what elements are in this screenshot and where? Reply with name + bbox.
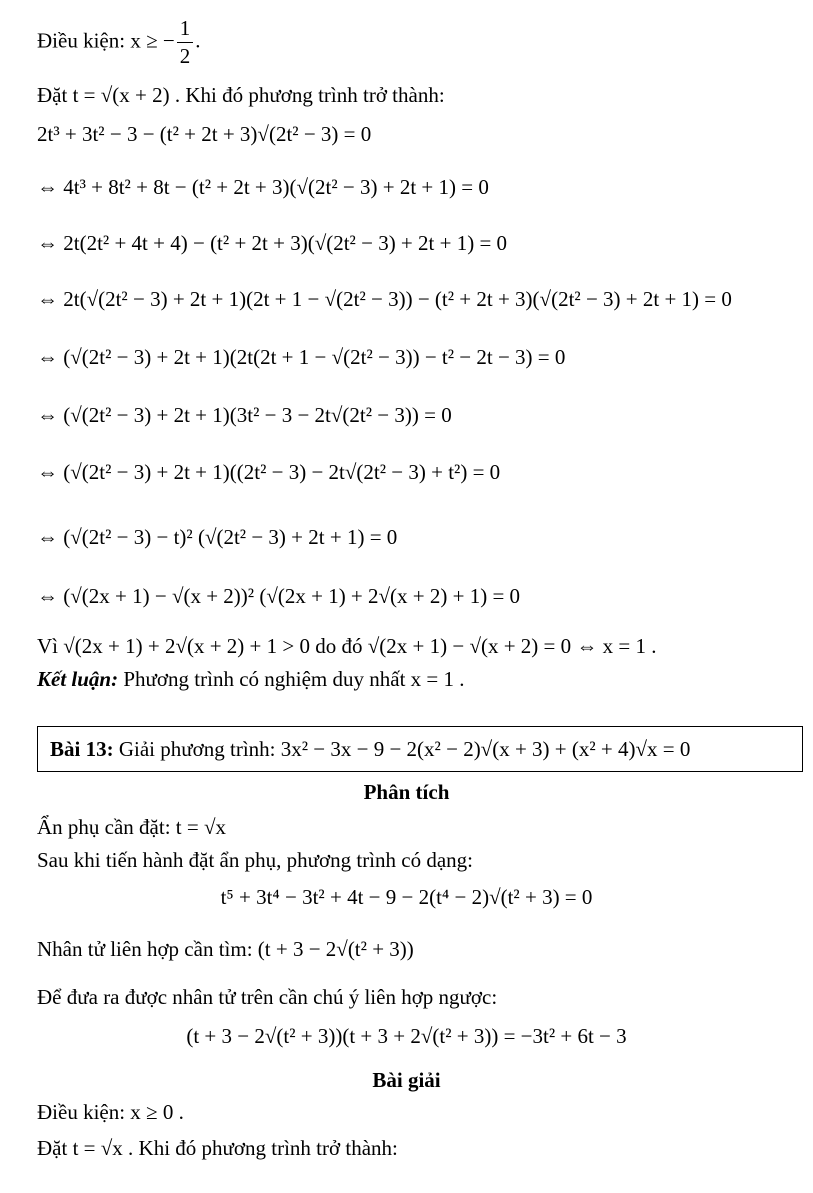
conclusion-text: Phương trình có nghiệm duy nhất x = 1 .	[118, 667, 465, 691]
analysis-equation-1: t⁵ + 3t⁴ − 3t² + 4t − 9 − 2(t⁴ − 2)√(t² + 3) = 0	[220, 885, 593, 909]
substitution-line: Đặt t = √(x + 2) . Khi đó phương trình trở thành:	[37, 83, 445, 107]
equation-line-3: ⇔ 2t(2t² + 4t + 4) − (t² + 2t + 3)(√(2t² − 3) + 2t + 1) = 0	[37, 231, 508, 255]
equation-line-7: ⇔ (√(2t² − 3) + 2t + 1)((2t² − 3) − 2t√(2t² − 3) + t²) = 0	[37, 460, 501, 484]
problem-text: Giải phương trình: 3x² − 3x − 9 − 2(x² − 2)√(x + 3) + (x² + 4)√x = 0	[113, 737, 691, 761]
condition-label: Điều kiện:	[37, 28, 126, 53]
analysis-line-2: Sau khi tiến hành đặt ẩn phụ, phương trình có dạng:	[37, 848, 473, 872]
equation-line-4: ⇔ 2t(√(2t² − 3) + 2t + 1)(2t + 1 − √(2t² − 3)) − (t² + 2t + 3)(√(2t² − 3) + 2t + 1) = 0	[37, 287, 732, 311]
condition-line	[37, 18, 200, 67]
analysis-heading: Phân tích	[363, 780, 450, 804]
solution-heading: Bài giải	[372, 1068, 441, 1092]
solution-line-2: Đặt t = √x . Khi đó phương trình trở thành:	[37, 1136, 398, 1160]
analysis-line-3: Nhân tử liên hợp cần tìm: (t + 3 − 2√(t² + 3))	[37, 937, 414, 961]
equation-line-1: 2t³ + 3t² − 3 − (t² + 2t + 3)√(2t² − 3) = 0	[37, 122, 372, 146]
fraction-numerator: 1	[177, 18, 194, 43]
problem-statement	[50, 737, 690, 762]
equation-line-9: ⇔ (√(2x + 1) − √(x + 2))² (√(2x + 1) + 2√(x + 2) + 1) = 0	[37, 584, 521, 608]
condition-math: x ≥ −	[130, 28, 175, 53]
solution-line-1: Điều kiện: x ≥ 0 .	[37, 1100, 184, 1124]
analysis-line-1: Ẩn phụ cần đặt: t = √x	[37, 815, 226, 839]
equation-line-5: ⇔ (√(2t² − 3) + 2t + 1)(2t(2t + 1 − √(2t² − 3)) − t² − 2t − 3) = 0	[37, 345, 566, 369]
analysis-line-4: Để đưa ra được nhân tử trên cần chú ý liên hợp ngược:	[37, 985, 498, 1009]
equation-line-2: ⇔ 4t³ + 8t² + 8t − (t² + 2t + 3)(√(2t² − 3) + 2t + 1) = 0	[37, 175, 489, 199]
conclusion-line	[37, 667, 465, 692]
condition-period: .	[195, 28, 201, 53]
reason-line: Vì √(2x + 1) + 2√(x + 2) + 1 > 0 do đó √(2x + 1) − √(x + 2) = 0 ⇔ x = 1 .	[37, 634, 657, 658]
conclusion-label: Kết luận:	[37, 667, 119, 691]
equation-line-8: ⇔ (√(2t² − 3) − t)² (√(2t² − 3) + 2t + 1) = 0	[37, 525, 398, 549]
equation-line-6: ⇔ (√(2t² − 3) + 2t + 1)(3t² − 3 − 2t√(2t² − 3)) = 0	[37, 403, 452, 427]
fraction	[177, 18, 194, 67]
fraction-denominator: 2	[179, 44, 191, 68]
problem-label: Bài 13:	[50, 737, 114, 761]
analysis-equation-2: (t + 3 − 2√(t² + 3))(t + 3 + 2√(t² + 3)) = −3t² + 6t − 3	[186, 1024, 627, 1048]
